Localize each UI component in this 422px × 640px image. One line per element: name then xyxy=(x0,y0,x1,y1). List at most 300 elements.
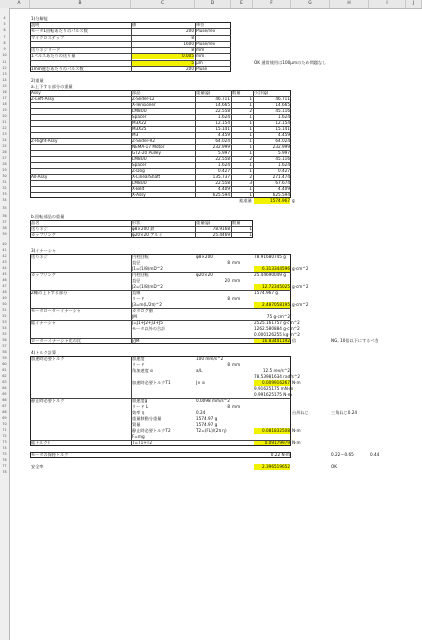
cell-c68[interactable]: 効率 η xyxy=(132,410,145,415)
cell-c22[interactable]: M3X25 xyxy=(132,126,147,131)
cell-f25[interactable]: 232.999 xyxy=(272,144,290,149)
row-header[interactable]: 8 xyxy=(3,41,6,45)
cell-b56[interactable]: ローターイナーシャ比の比 xyxy=(31,338,82,343)
cell-c19[interactable]: LM8UU xyxy=(132,108,147,113)
table-column-divider xyxy=(131,356,132,446)
cell-d32[interactable]: 4.409 xyxy=(218,186,230,191)
cell-e28[interactable]: 1 xyxy=(249,162,252,167)
row-header[interactable]: 17 xyxy=(2,96,7,100)
cell-b9[interactable]: 送りネジリード xyxy=(31,47,61,52)
row-header[interactable]: 69 xyxy=(2,416,7,420)
cell-e29[interactable]: 1 xyxy=(249,168,252,173)
row-header[interactable]: 30 xyxy=(2,174,7,178)
cell-e38[interactable]: 1 xyxy=(249,226,252,231)
cell-f56[interactable]: 16.83441192 xyxy=(254,338,290,344)
cell-f26[interactable]: 5.997 xyxy=(278,150,290,155)
cell-c20[interactable]: Spacer xyxy=(132,114,147,119)
row-header[interactable]: 48 xyxy=(2,290,7,294)
cell-f17[interactable]: 46.711 xyxy=(275,96,290,101)
row-header[interactable]: 16 xyxy=(2,90,7,94)
row-header[interactable]: 15 xyxy=(2,84,7,88)
cell-c31[interactable]: LM8UU xyxy=(132,180,147,185)
row-header[interactable]: 32 xyxy=(2,186,7,190)
row-header[interactable]: 11 xyxy=(2,60,7,64)
cell-c44[interactable]: J1=(1/8)mD^2 xyxy=(132,266,163,271)
cell-f75[interactable]: 0.22 N·m xyxy=(270,452,290,457)
cell-f20[interactable]: 1.624 xyxy=(278,114,290,119)
cell-c7[interactable]: 8 xyxy=(191,35,194,40)
cell-f65[interactable]: 0.991625175 N·m xyxy=(254,392,292,397)
cell-d23[interactable]: 4.459 xyxy=(218,132,230,137)
row-header[interactable]: 27 xyxy=(2,156,7,160)
cell-e31[interactable]: 3 xyxy=(249,180,252,185)
cell-g56[interactable]: 倍 xyxy=(292,338,297,343)
row-header[interactable]: 14 xyxy=(2,78,7,82)
cell-b39[interactable]: カップリング xyxy=(31,232,56,237)
cell-f21[interactable]: 12.154 xyxy=(275,120,290,125)
row-header[interactable]: 60 xyxy=(2,362,7,366)
cell-f27[interactable]: 45.116 xyxy=(275,156,290,161)
row-header-bar xyxy=(0,8,10,640)
cell-d10[interactable]: mm xyxy=(196,53,205,58)
cell-c12[interactable]: 200 xyxy=(186,66,194,71)
row-header[interactable]: 46 xyxy=(2,278,7,282)
row-header[interactable]: 59 xyxy=(2,356,7,360)
cell-c73[interactable]: T=T1+T2 xyxy=(132,440,153,445)
cell-c50[interactable]: J3=m(L/2π)^2 xyxy=(132,302,162,307)
cell-b30[interactable]: All-Assy xyxy=(31,174,48,179)
row-header[interactable]: 63 xyxy=(2,380,7,384)
cell-b36[interactable]: b.回転部品の重量 xyxy=(31,214,65,219)
row-header[interactable]: 37 xyxy=(2,220,7,224)
cell-c53[interactable]: J=J1+J2+J3+J5 xyxy=(132,320,163,325)
row-header[interactable]: 47 xyxy=(2,284,7,288)
cell-c32[interactable]: X-Belt xyxy=(132,186,145,191)
cell-d5[interactable]: 単位 xyxy=(196,22,205,27)
row-header[interactable]: 70 xyxy=(2,422,7,426)
cell-c72[interactable]: F=mg xyxy=(132,434,145,439)
row-header[interactable]: 61 xyxy=(2,368,7,372)
cell-f63[interactable]: 0.009916267 xyxy=(254,380,290,386)
cell-b77[interactable]: 安全率 xyxy=(31,464,44,469)
cell-d12[interactable]: Pluse xyxy=(196,66,208,71)
cell-f24[interactable]: 64.024 xyxy=(275,138,290,143)
column-header-g[interactable]: G xyxy=(291,0,330,8)
row-header[interactable]: 43 xyxy=(2,260,7,264)
cell-c63[interactable]: 加速時必要トルクT1 xyxy=(132,380,171,385)
cell-d27[interactable]: 22.558 xyxy=(215,156,230,161)
cell-e34[interactable]: 総重量 xyxy=(239,198,252,203)
cell-d37[interactable]: 重量(g) xyxy=(196,220,211,225)
cell-c45[interactable]: 円柱回転 xyxy=(132,272,149,277)
cell-b48[interactable]: Z軸の上下する部分 xyxy=(31,290,68,295)
cell-b73[interactable]: 総トルクT xyxy=(31,440,51,445)
cell-f33[interactable]: 625.594 xyxy=(272,192,290,197)
cell-b10[interactable]: 1パルスあたりの送り量 xyxy=(31,53,76,58)
row-header[interactable]: 26 xyxy=(2,150,7,154)
cell-c59[interactable]: 加速度 xyxy=(132,356,145,361)
column-header-e[interactable]: E xyxy=(231,0,253,8)
cell-f64[interactable]: 9.91625175 mN·m xyxy=(254,386,294,391)
column-header-a[interactable]: A xyxy=(9,0,30,8)
cell-f31[interactable]: 67.674 xyxy=(275,180,290,185)
row-header[interactable]: 72 xyxy=(2,434,7,438)
row-header[interactable]: 52 xyxy=(2,314,7,318)
cell-d49[interactable]: 8 xyxy=(227,296,230,301)
cell-d71[interactable]: T2=(FL)/(2π η) xyxy=(196,428,227,433)
cell-d68[interactable]: 0.24 xyxy=(196,410,206,415)
cell-e46[interactable]: mm xyxy=(232,278,241,283)
cell-f62[interactable]: 78.53981634 rad/s^2 xyxy=(254,374,301,379)
row-header[interactable]: 67 xyxy=(2,404,7,408)
row-header[interactable]: 78 xyxy=(2,470,7,474)
cell-d19[interactable]: 22.558 xyxy=(215,108,230,113)
cell-c6[interactable]: 200 xyxy=(186,28,194,33)
cell-d45[interactable]: φ20×20 xyxy=(196,272,213,277)
cell-d20[interactable]: 1.624 xyxy=(218,114,230,119)
cell-e24[interactable]: 1 xyxy=(249,138,252,143)
cell-c52[interactable]: JM xyxy=(132,314,137,319)
cell-f77[interactable]: 2.396519652 xyxy=(254,464,290,470)
row-header[interactable]: 62 xyxy=(2,374,7,378)
cell-e60[interactable]: mm xyxy=(232,362,241,367)
cell-i75[interactable]: 0.44 xyxy=(370,452,380,457)
cell-h77[interactable]: OK xyxy=(331,464,338,469)
cell-c11[interactable]: 5 xyxy=(132,60,194,66)
cell-d30[interactable]: 135.737 xyxy=(212,174,230,179)
cell-c29[interactable]: Z-Dog xyxy=(132,168,145,173)
cell-c66[interactable]: 加速度g xyxy=(132,398,148,403)
cell-b45[interactable]: カップリング xyxy=(31,272,56,277)
cell-g34[interactable]: g xyxy=(292,198,295,203)
cell-c47[interactable]: J2=(1/8)mD^2 xyxy=(132,284,163,289)
cell-e39[interactable]: 1 xyxy=(249,232,252,237)
cell-d29[interactable]: 0.427 xyxy=(218,168,230,173)
row-header[interactable]: 7 xyxy=(3,35,6,39)
cell-g71[interactable]: N·m xyxy=(292,428,301,433)
cell-e17[interactable]: 1 xyxy=(249,96,252,101)
cell-c9[interactable]: 8 xyxy=(191,47,194,52)
cell-f32[interactable]: 4.409 xyxy=(278,186,290,191)
cell-c26[interactable]: GT2-20 Pulley xyxy=(132,150,161,155)
cell-c27[interactable]: LM8UU xyxy=(132,156,147,161)
cell-d61[interactable]: a/L xyxy=(196,368,203,373)
cell-b51[interactable]: モータローターイナーシャ xyxy=(31,308,81,313)
cell-f34[interactable]: 1574.967 xyxy=(254,198,290,204)
cell-b58[interactable]: 4)トルク計算 xyxy=(31,350,57,355)
row-header[interactable]: 68 xyxy=(2,410,7,414)
cell-f19[interactable]: 45.116 xyxy=(275,108,290,113)
table-row-divider xyxy=(30,180,291,181)
cell-h56[interactable]: NG, 10倍以下にするべき xyxy=(331,338,379,343)
row-header[interactable]: 57 xyxy=(2,344,7,348)
cell-d17[interactable]: 46.711 xyxy=(215,96,230,101)
cell-g63[interactable]: N·m xyxy=(292,380,301,385)
cell-f42[interactable]: 78.91680745 g xyxy=(254,254,286,259)
cell-e25[interactable]: 1 xyxy=(249,144,252,149)
column-header-b[interactable]: B xyxy=(30,0,131,8)
row-header[interactable]: 13 xyxy=(2,72,7,76)
cell-f23[interactable]: 4.459 xyxy=(278,132,290,137)
cell-f55[interactable]: 0.000126255 kg·m^2 xyxy=(254,332,300,337)
row-header[interactable]: 33 xyxy=(2,192,7,196)
cell-e30[interactable]: 2 xyxy=(249,174,252,179)
row-header[interactable]: 44 xyxy=(2,266,7,270)
cell-b7[interactable]: マイクロステップ xyxy=(31,35,65,40)
cell-f47[interactable]: 12.72345025 xyxy=(254,284,290,290)
row-header[interactable]: 71 xyxy=(2,428,7,432)
row-header[interactable]: 24 xyxy=(2,138,7,142)
cell-d63[interactable]: J× α xyxy=(196,380,205,385)
cell-e67[interactable]: mm xyxy=(232,404,241,409)
cell-d66[interactable]: 0.0098 mm/s^2 xyxy=(196,398,230,403)
cell-c61[interactable]: 角加速度 α xyxy=(132,368,153,373)
cell-h75[interactable]: 0.22〜0.65 xyxy=(331,452,354,457)
cell-d42[interactable]: φ8×200 xyxy=(196,254,213,259)
cell-b41[interactable]: 3)イナーシャ xyxy=(31,248,57,253)
row-header[interactable]: 65 xyxy=(2,392,7,396)
cell-c38[interactable]: φ8×200 鉄 xyxy=(132,226,155,231)
row-header[interactable]: 20 xyxy=(2,114,7,118)
cell-f50[interactable]: 2.487058195 xyxy=(254,302,290,308)
cell-d46[interactable]: 20 xyxy=(224,278,230,283)
row-header[interactable]: 12 xyxy=(2,66,7,70)
cell-g44[interactable]: g·cm^2 xyxy=(292,266,309,271)
row-header[interactable]: 55 xyxy=(2,332,7,336)
row-header[interactable]: 29 xyxy=(2,168,7,172)
cell-d25[interactable]: 232.999 xyxy=(212,144,230,149)
cell-d31[interactable]: 22.558 xyxy=(215,180,230,185)
cell-d8[interactable]: Pluse/rev xyxy=(196,41,216,46)
cell-d22[interactable]: 15.141 xyxy=(215,126,230,131)
cell-c33[interactable]: X-Assy xyxy=(132,192,146,197)
cell-b6[interactable]: モータ1回転あたりのパルス数 xyxy=(31,28,88,33)
row-header[interactable]: 66 xyxy=(2,398,7,402)
row-header[interactable]: 23 xyxy=(2,132,7,136)
cell-d9[interactable]: mm xyxy=(196,47,205,52)
cell-c16[interactable]: 部品 xyxy=(132,90,141,95)
cell-e18[interactable]: 1 xyxy=(249,102,252,107)
cell-c28[interactable]: Spacer xyxy=(132,162,147,167)
row-header[interactable]: 74 xyxy=(2,446,7,450)
cell-d24[interactable]: 64.024 xyxy=(215,138,230,143)
row-header[interactable]: 53 xyxy=(2,320,7,324)
cell-g68[interactable]: 台形ねじ xyxy=(292,410,309,415)
cell-e26[interactable]: 1 xyxy=(249,150,252,155)
cell-d59[interactable]: 100 mm/s^2 xyxy=(196,356,224,361)
cell-c21[interactable]: M3X22 xyxy=(132,120,147,125)
cell-c24[interactable]: Z-Slider-R2 xyxy=(132,138,156,143)
cell-d60[interactable]: 8 xyxy=(227,362,230,367)
cell-f16[interactable]: 小計(g) xyxy=(254,90,269,95)
cell-f28[interactable]: 1.624 xyxy=(278,162,290,167)
row-header[interactable]: 73 xyxy=(2,440,7,444)
cell-c60[interactable]: リード xyxy=(132,362,145,367)
cell-b4[interactable]: 1)分解能 xyxy=(31,16,48,21)
column-header-i[interactable]: I xyxy=(369,0,406,8)
row-header[interactable]: 56 xyxy=(2,338,7,342)
cell-e21[interactable]: 1 xyxy=(249,120,252,125)
table-column-divider xyxy=(231,90,232,198)
row-header[interactable]: 45 xyxy=(2,272,7,276)
cell-c48[interactable]: 直線 xyxy=(132,290,141,295)
cell-e27[interactable]: 2 xyxy=(249,156,252,161)
cell-b59[interactable]: 加速時必要トルク xyxy=(31,356,65,361)
cell-d43[interactable]: 8 xyxy=(227,260,230,265)
cell-d39[interactable]: 25.4469 xyxy=(212,232,230,237)
row-header[interactable]: 50 xyxy=(2,302,7,306)
cell-c51[interactable]: カタログ値 xyxy=(132,308,153,313)
row-header[interactable]: 10 xyxy=(2,53,7,57)
row-header[interactable]: 75 xyxy=(2,452,7,456)
row-header[interactable]: 40 xyxy=(2,242,7,246)
cell-b24[interactable]: Z-Right-Assy xyxy=(31,138,58,143)
row-header[interactable]: 51 xyxy=(2,308,7,312)
cell-c69[interactable]: 重量移動分重量 xyxy=(132,416,162,421)
cell-e43[interactable]: mm xyxy=(232,260,241,265)
cell-e49[interactable]: mm xyxy=(232,296,241,301)
cell-f22[interactable]: 15.141 xyxy=(275,126,290,131)
cell-b38[interactable]: 送りネジ xyxy=(31,226,48,231)
cell-c17[interactable]: Z-Slider-L2 xyxy=(132,96,155,101)
cell-c49[interactable]: リード xyxy=(132,296,145,301)
cell-b12[interactable]: 1mm進むあたりのパルス数 xyxy=(31,66,84,71)
cell-f48[interactable]: 1574.967 g xyxy=(254,290,278,295)
cell-d6[interactable]: Pluse/rev xyxy=(196,28,216,33)
row-header[interactable]: 31 xyxy=(2,180,7,184)
cell-b66[interactable]: 静止時必要トルク xyxy=(31,398,65,403)
cell-e22[interactable]: 1 xyxy=(249,126,252,131)
row-header[interactable]: 77 xyxy=(2,464,7,468)
row-header[interactable]: 41 xyxy=(2,248,7,252)
row-header[interactable]: 22 xyxy=(2,126,7,130)
cell-d21[interactable]: 12.154 xyxy=(215,120,230,125)
row-header[interactable]: 9 xyxy=(3,47,6,51)
cell-f29[interactable]: 0.427 xyxy=(278,168,290,173)
cell-b15[interactable]: a.上下する部分の重量 xyxy=(31,84,73,89)
cell-g73[interactable]: N·m xyxy=(292,440,301,445)
row-header[interactable]: 42 xyxy=(2,254,7,258)
row-header[interactable]: 4 xyxy=(3,16,6,20)
cell-d38[interactable]: 78.9168 xyxy=(212,226,230,231)
cell-c70[interactable]: 質量 xyxy=(132,422,141,427)
cell-c25[interactable]: NEMA-17 Motor xyxy=(132,144,165,149)
cell-c42[interactable]: 円柱回転 xyxy=(132,254,149,259)
cell-f54[interactable]: 1262.580884 g·cm^2 xyxy=(254,326,300,331)
row-header[interactable]: 54 xyxy=(2,326,7,330)
column-header-c[interactable]: C xyxy=(131,0,195,8)
cell-f44[interactable]: 6.313344596 xyxy=(254,266,290,272)
row-header[interactable]: 18 xyxy=(2,102,7,106)
cell-d16[interactable]: 重量(g) xyxy=(196,90,211,95)
cell-b53[interactable]: 総イナーシャ xyxy=(31,320,56,325)
row-header[interactable]: 34 xyxy=(2,198,7,202)
cell-f52[interactable]: 75 g·cm^2 xyxy=(266,314,290,319)
cell-c37[interactable]: 形状 xyxy=(132,220,141,225)
cell-f61[interactable]: 12.5 rev/s^2 xyxy=(262,368,290,373)
cell-d67[interactable]: 8 xyxy=(227,404,230,409)
cell-d70[interactable]: 1574.97 g xyxy=(196,422,218,427)
cell-e20[interactable]: 1 xyxy=(249,114,252,119)
cell-e33[interactable]: 1 xyxy=(249,192,252,197)
cell-f71[interactable]: 0.081832508 xyxy=(254,428,290,434)
cell-b37[interactable]: 品名 xyxy=(31,220,40,225)
row-header[interactable]: 5 xyxy=(3,22,6,26)
cell-e16[interactable]: 数量 xyxy=(232,90,241,95)
row-header[interactable]: 58 xyxy=(2,350,7,354)
cell-b75[interactable]: モータの保持トルク xyxy=(31,452,69,457)
row-header[interactable]: 36 xyxy=(2,214,7,218)
row-header[interactable]: 49 xyxy=(2,296,7,300)
row-header[interactable]: 39 xyxy=(2,232,7,236)
cell-f11[interactable]: OK 通常使用は100μmのため問題なし xyxy=(254,60,327,65)
cell-d28[interactable]: 1.624 xyxy=(218,162,230,167)
cell-c10[interactable]: 0.005 xyxy=(132,53,194,59)
row-header[interactable]: 28 xyxy=(2,162,7,166)
row-header[interactable]: 38 xyxy=(2,226,7,230)
cell-h68[interactable]: 三角ねじ0.24 xyxy=(331,410,358,415)
cell-b17[interactable]: Z-Left-Assy xyxy=(31,96,55,101)
cell-c8[interactable]: 1600 xyxy=(183,41,194,46)
cell-d69[interactable]: 1574.97 g xyxy=(196,416,218,421)
cell-c18[interactable]: X-Tensioner xyxy=(132,102,156,107)
column-header-h[interactable]: H xyxy=(330,0,369,8)
cell-d18[interactable]: 14.665 xyxy=(215,102,230,107)
column-header-j[interactable]: J xyxy=(406,0,422,8)
cell-e19[interactable]: 2 xyxy=(249,108,252,113)
cell-d11[interactable]: μm xyxy=(196,60,203,65)
cell-c43[interactable]: 直径 xyxy=(132,260,141,265)
cell-g47[interactable]: g·cm^2 xyxy=(292,284,309,289)
cell-b16[interactable]: Assy xyxy=(31,90,41,95)
cell-c46[interactable]: 直径 xyxy=(132,278,141,283)
table-row-divider xyxy=(30,290,291,291)
column-header-f[interactable]: F xyxy=(253,0,291,8)
cell-b14[interactable]: 2)重量 xyxy=(31,78,44,83)
row-header[interactable]: 6 xyxy=(3,28,6,32)
column-header-d[interactable]: D xyxy=(195,0,231,8)
row-header[interactable]: 19 xyxy=(2,108,7,112)
cell-b5[interactable]: 説明 xyxy=(31,22,40,27)
cell-e32[interactable]: 1 xyxy=(249,186,252,191)
cell-d26[interactable]: 5.997 xyxy=(218,150,230,155)
cell-c30[interactable]: X-LinearShaft xyxy=(132,174,161,179)
table-row-divider xyxy=(30,108,291,109)
cell-c5[interactable]: 値 xyxy=(132,22,137,27)
cell-d33[interactable]: 625.594 xyxy=(212,192,230,197)
row-header[interactable]: 35 xyxy=(2,206,7,210)
cell-f30[interactable]: 271.474 xyxy=(272,174,290,179)
row-header[interactable]: 76 xyxy=(2,458,7,462)
cell-f45[interactable]: 25.44690049 g xyxy=(254,272,286,277)
cell-g50[interactable]: g·cm^2 xyxy=(292,302,309,307)
row-header[interactable]: 64 xyxy=(2,386,7,390)
cell-c23[interactable]: M3 xyxy=(132,132,139,137)
cell-c39[interactable]: φ20×20 アルミ xyxy=(132,232,163,237)
row-header[interactable]: 21 xyxy=(2,120,7,124)
cell-c71[interactable]: 静止時必要トルクT2 xyxy=(132,428,171,433)
cell-b42[interactable]: 送りネジ xyxy=(31,254,48,259)
cell-c54[interactable]: モータ以外の合計 xyxy=(132,326,166,331)
cell-c56[interactable]: J/JM xyxy=(132,338,140,343)
cell-e37[interactable]: 数量 xyxy=(232,220,241,225)
cell-f18[interactable]: 14.665 xyxy=(275,102,290,107)
cell-e23[interactable]: 1 xyxy=(249,132,252,137)
row-header[interactable]: 25 xyxy=(2,144,7,148)
cell-f73[interactable]: 0.09179979 xyxy=(254,440,290,446)
cell-c67[interactable]: リード L xyxy=(132,404,149,409)
cell-f53[interactable]: 2525.161757 g·cm^2 xyxy=(254,320,300,325)
